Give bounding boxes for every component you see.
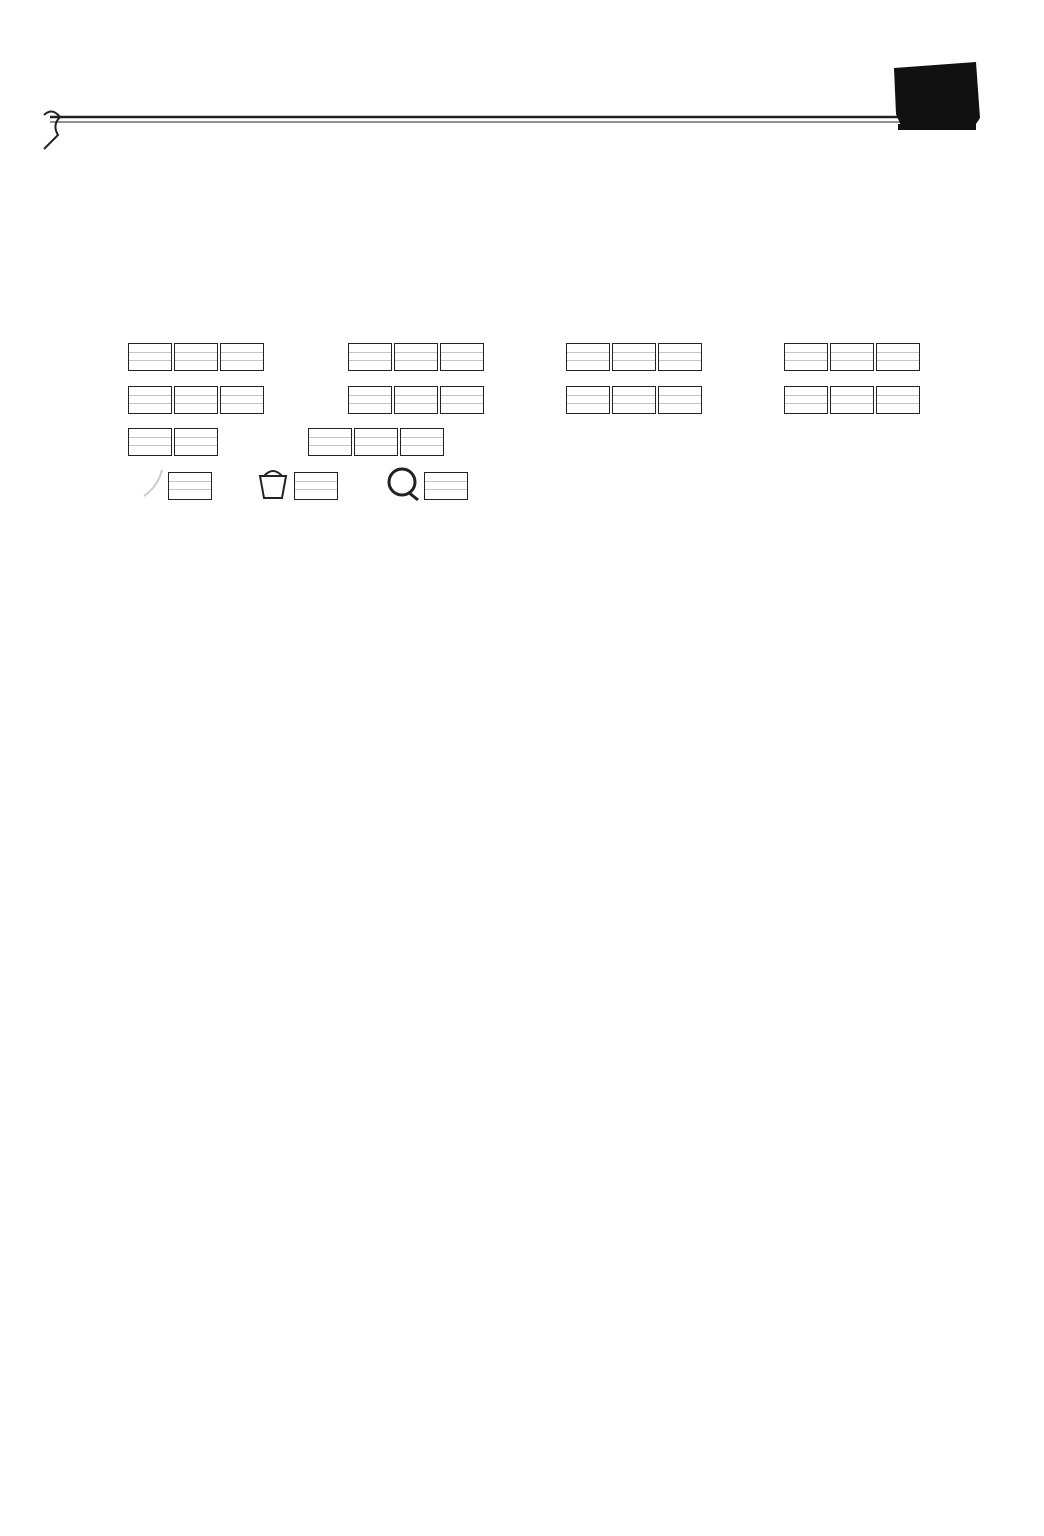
letter-box (348, 343, 392, 371)
bucket-icon (256, 466, 290, 502)
letter-box (612, 343, 656, 371)
q2-item-2 (316, 343, 486, 371)
q2-item-10 (270, 428, 446, 456)
letter-box (612, 386, 656, 414)
letter-box (830, 386, 874, 414)
letter-box (220, 386, 264, 414)
letter-box (394, 343, 438, 371)
letter-box (658, 343, 702, 371)
u1a-q3-box-1 (168, 472, 214, 500)
q2-item-1 (96, 343, 266, 371)
letter-box (174, 386, 218, 414)
q2-item-7 (534, 386, 704, 414)
letter-box (348, 386, 392, 414)
blackboard-icon (890, 58, 982, 134)
letter-box (440, 343, 484, 371)
u1a-q3-box-3 (424, 472, 470, 500)
q2-item-4 (752, 343, 922, 371)
letter-box (784, 343, 828, 371)
letter-box (876, 386, 920, 414)
q2-item-9 (96, 428, 220, 456)
letter-box (308, 428, 352, 456)
q2-item-5 (96, 386, 266, 414)
u1b-q4 (63, 843, 82, 867)
letter-box (174, 343, 218, 371)
letter-box (566, 386, 610, 414)
letter-box (354, 428, 398, 456)
letter-box (174, 428, 218, 456)
letter-box (220, 343, 264, 371)
letter-box (128, 343, 172, 371)
racket-icon (384, 466, 424, 502)
letter-box (658, 386, 702, 414)
letter-box (830, 343, 874, 371)
q2-item-6 (316, 386, 486, 414)
q2-item-3 (534, 343, 704, 371)
letter-box (128, 428, 172, 456)
header-rule (30, 95, 990, 155)
u2a-q3 (63, 1055, 120, 1079)
letter-box (784, 386, 828, 414)
letter-box (128, 386, 172, 414)
q2-item-8 (752, 386, 922, 414)
letter-box (566, 343, 610, 371)
letter-box (440, 386, 484, 414)
leaf-icon (140, 468, 166, 500)
letter-box (400, 428, 444, 456)
u1a-q3-box-2 (294, 472, 340, 500)
letter-box (394, 386, 438, 414)
letter-box (876, 343, 920, 371)
